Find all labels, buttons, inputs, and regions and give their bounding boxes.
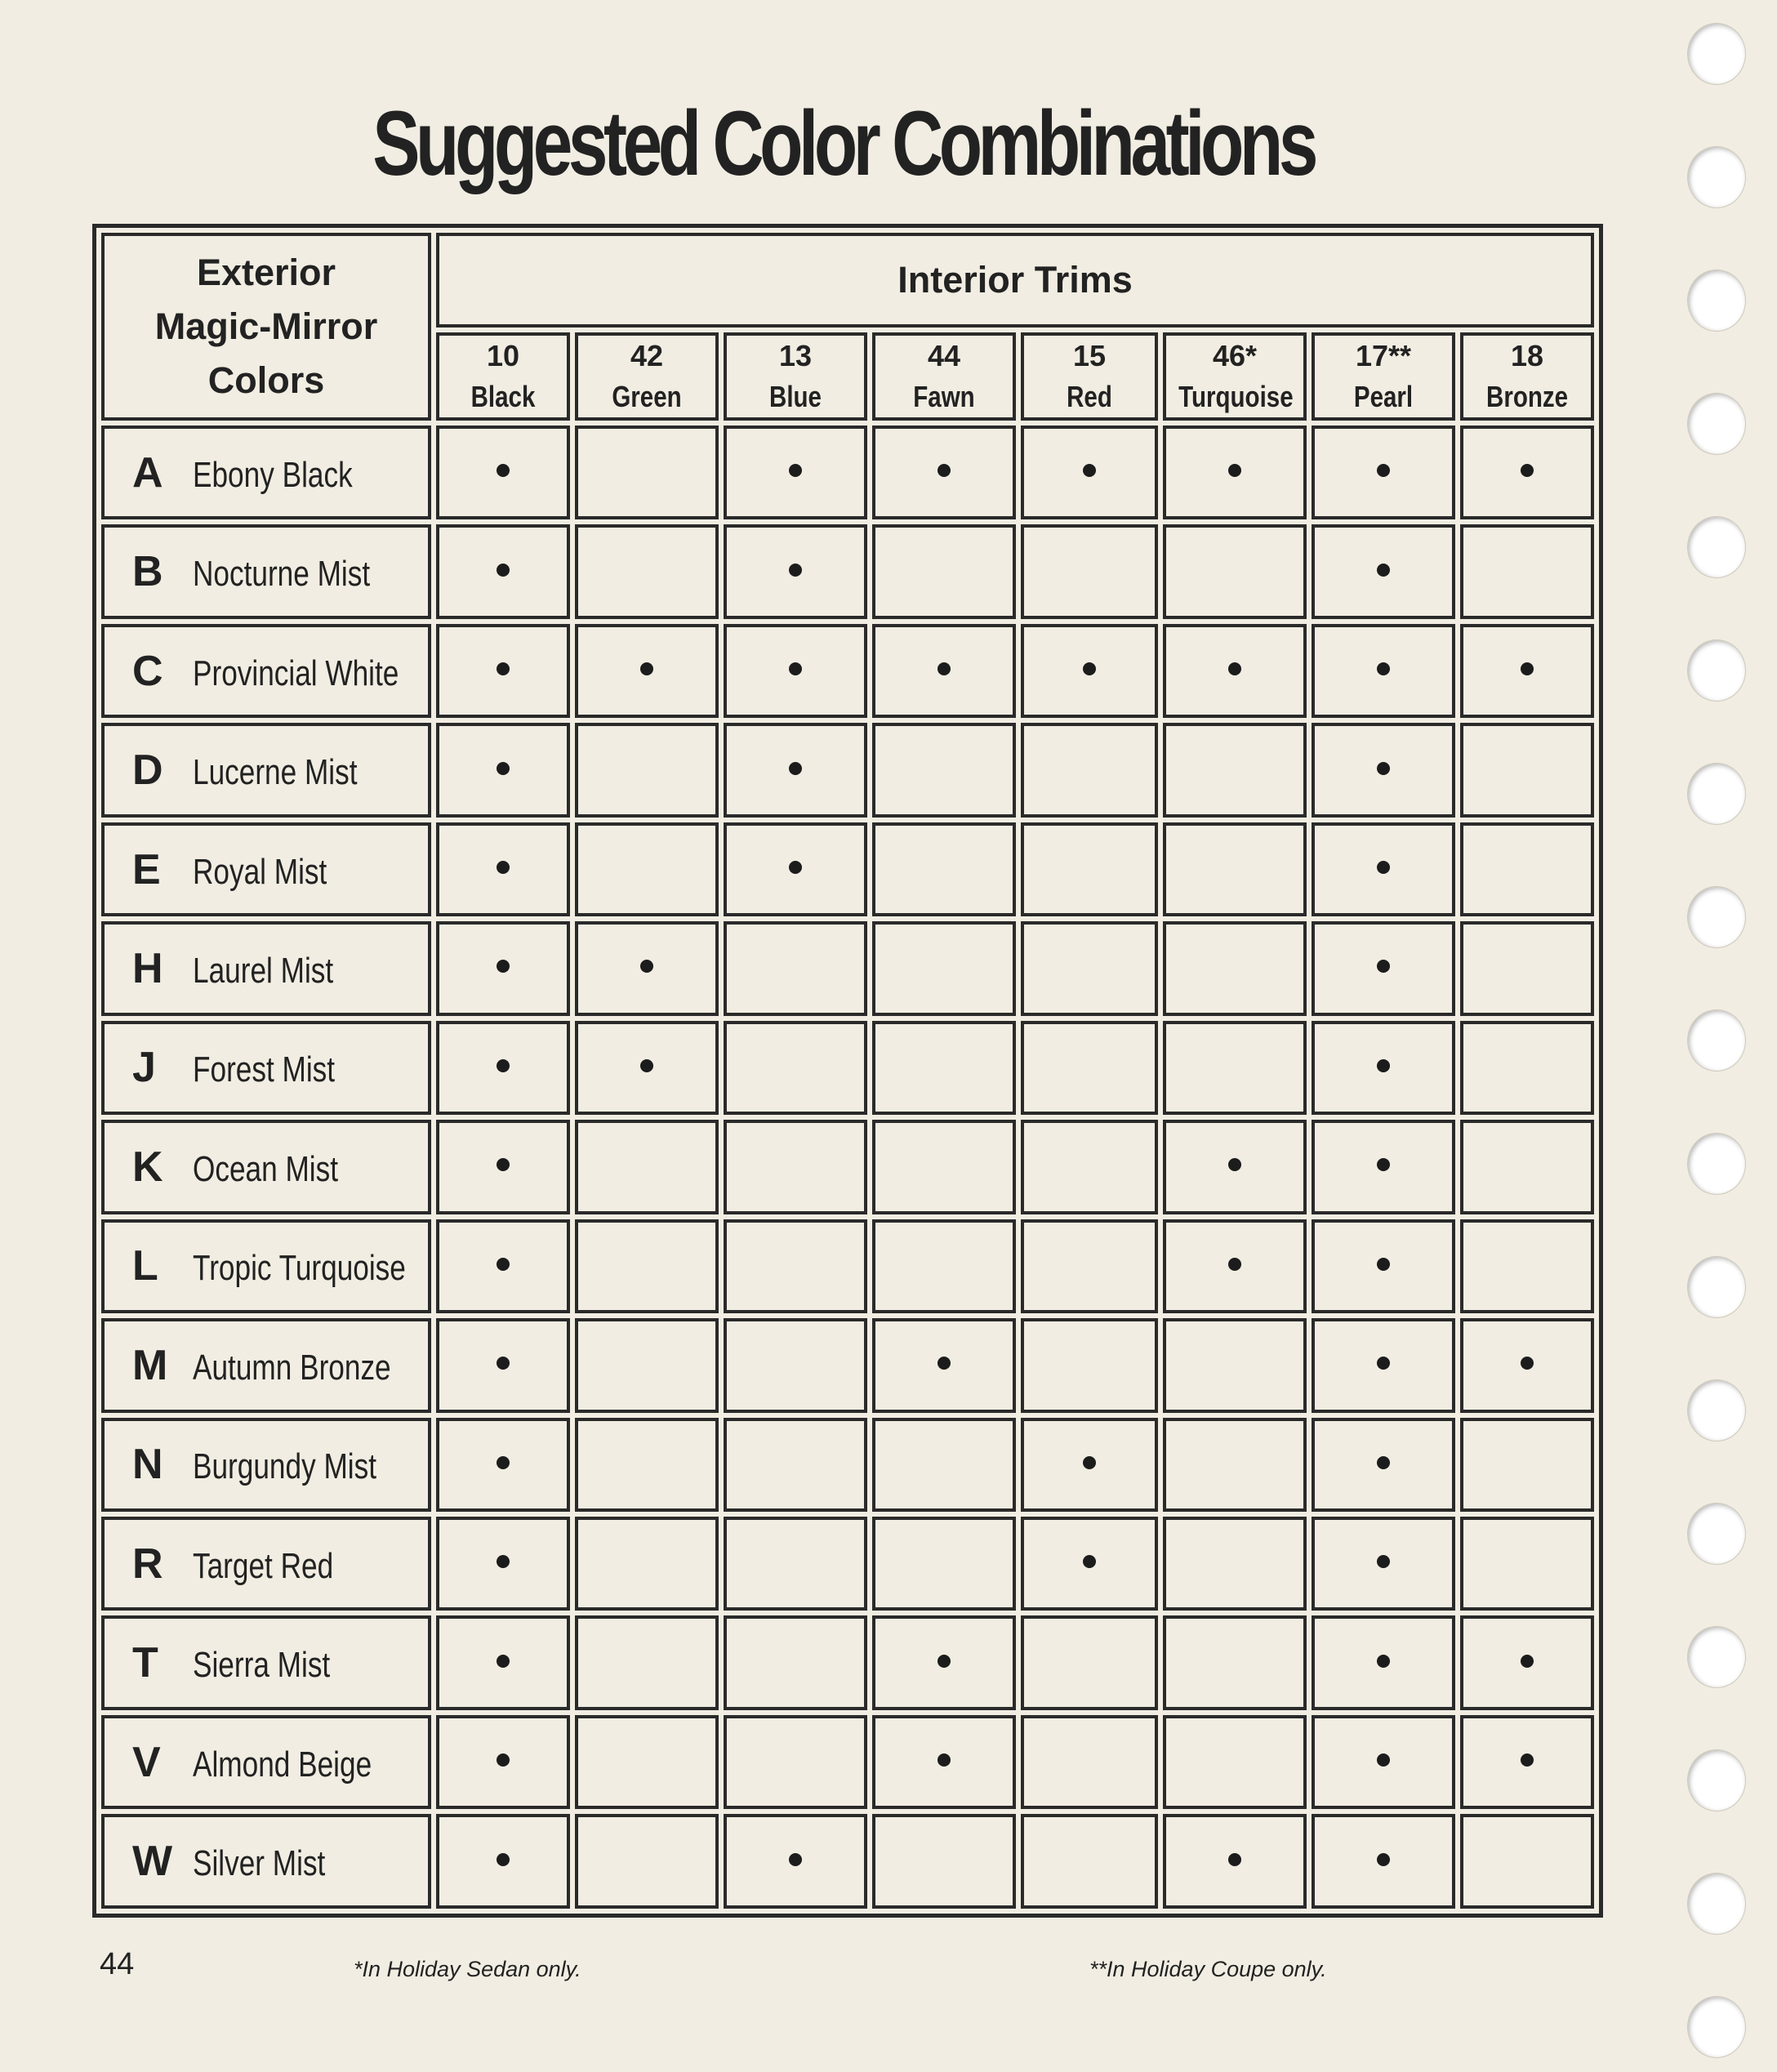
combination-cell [1163,1715,1307,1809]
combination-cell [872,1418,1016,1512]
binder-hole [1687,516,1746,578]
combination-cell [1460,723,1594,817]
combination-dot [497,464,510,477]
combination-cell [1460,624,1594,718]
footnote-coupe: **In Holiday Coupe only. [1089,1957,1327,1981]
combination-cell [1460,1517,1594,1611]
combination-dot [497,1357,510,1370]
combination-cell [1460,1615,1594,1709]
combination-cell [436,921,570,1015]
combination-cell [724,1814,867,1909]
exterior-color-name: Laurel Mist [193,950,334,991]
table-row [101,624,1594,718]
combination-cell [724,426,867,519]
combination-cell [724,723,867,817]
binder-hole [1687,1379,1746,1441]
combination-dot [1228,662,1241,675]
exterior-color-label [101,426,431,519]
binder-hole [1687,393,1746,455]
trim-header [1460,332,1594,421]
combination-dot [1083,662,1096,675]
combination-dot [1377,1456,1390,1469]
combination-cell [436,1715,570,1809]
table-row [101,1517,1594,1611]
combination-cell [724,1318,867,1412]
combination-dot [1083,1456,1096,1469]
exterior-color-name: Burgundy Mist [193,1446,376,1487]
combination-dot [497,861,510,874]
exterior-header-line: Exterior [196,252,336,293]
combination-cell [1163,426,1307,519]
table-row [101,1120,1594,1214]
exterior-color-code: J [132,1044,156,1092]
table-row [101,1021,1594,1115]
combination-dot [497,1456,510,1469]
exterior-color-name: Lucerne Mist [193,752,358,793]
binder-hole [1687,763,1746,825]
combination-cell [724,1615,867,1709]
combination-cell [1460,1814,1594,1909]
exterior-color-label [101,524,431,618]
exterior-color-name: Forest Mist [193,1049,336,1090]
binder-hole [1687,1503,1746,1565]
combination-cell [1163,1517,1307,1611]
exterior-color-code: D [132,746,163,795]
trim-code: 44 [927,339,961,372]
binder-hole [1687,1996,1746,2058]
combination-cell [575,426,719,519]
combination-dot [937,1655,951,1668]
table-row [101,1615,1594,1709]
combination-dot [1377,1357,1390,1370]
exterior-color-name: Tropic Turquoise [193,1248,406,1289]
exterior-color-name: Autumn Bronze [193,1347,391,1388]
combination-cell [1021,1120,1158,1214]
combination-dot [937,662,951,675]
trim-code: 46* [1212,339,1258,372]
combination-cell [1021,822,1158,916]
combination-dot [1377,1853,1390,1866]
trim-code: 17** [1355,339,1412,372]
combination-cell [724,1715,867,1809]
combination-cell [1312,1120,1455,1214]
combination-cell [1312,1318,1455,1412]
combination-dot [789,564,802,577]
combination-dot [937,1357,951,1370]
combination-dot [1228,1853,1241,1866]
combination-dot [1377,564,1390,577]
exterior-color-label [101,1318,431,1412]
combination-cell [436,1615,570,1709]
combination-dot [640,1059,653,1072]
binder-hole [1687,1009,1746,1072]
exterior-color-code: R [132,1540,163,1588]
exterior-color-name: Nocturne Mist [193,554,371,595]
combination-cell [575,1120,719,1214]
trim-header [1021,332,1158,421]
combination-cell [1163,1120,1307,1214]
exterior-color-name: Silver Mist [193,1843,326,1884]
combination-cell [1021,1615,1158,1709]
combination-cell [1312,723,1455,817]
binder-hole [1687,886,1746,948]
trim-name: Black [470,380,536,413]
combination-cell [575,1517,719,1611]
trim-header [872,332,1016,421]
combination-cell [872,921,1016,1015]
combination-cell [1312,1715,1455,1809]
combination-cell [1460,1418,1594,1512]
combination-cell [1163,1318,1307,1412]
exterior-color-label [101,1517,431,1611]
color-combinations-table [92,224,1603,1918]
combination-cell [1312,426,1455,519]
binder-hole [1687,1256,1746,1318]
exterior-color-code: A [132,448,163,497]
combination-dot [497,662,510,675]
table-row [101,921,1594,1015]
exterior-color-code: H [132,944,163,992]
combination-cell [436,723,570,817]
page-number: 44 [100,1947,135,1981]
combination-cell [872,1219,1016,1313]
combination-dot [1377,1258,1390,1271]
combination-cell [1021,723,1158,817]
exterior-color-code: K [132,1143,163,1191]
combination-cell [1021,921,1158,1015]
combination-cell [724,1120,867,1214]
combination-dot [497,1059,510,1072]
binder-hole [1687,1626,1746,1688]
table-row [101,1418,1594,1512]
combination-cell [872,1715,1016,1809]
combination-cell [724,921,867,1015]
binder-hole [1687,23,1746,85]
interior-trims-header: Interior Trims [436,233,1594,328]
combination-cell [1021,1814,1158,1909]
combination-cell [436,822,570,916]
combination-cell [872,624,1016,718]
combination-dot [497,1655,510,1668]
exterior-color-label [101,921,431,1015]
combination-cell [724,1517,867,1611]
combination-dot [497,564,510,577]
combination-cell [1021,1318,1158,1412]
combination-dot [497,1853,510,1866]
combination-cell [1163,1418,1307,1512]
exterior-color-code: E [132,845,161,893]
combination-cell [872,1615,1016,1709]
combination-dot [1228,1158,1241,1171]
exterior-color-name: Sierra Mist [193,1645,331,1686]
trim-name: Bronze [1486,380,1569,413]
combination-cell [575,723,719,817]
combination-dot [1377,1158,1390,1171]
combination-dot [497,1753,510,1767]
combination-cell [436,624,570,718]
combination-cell [1460,1318,1594,1412]
combination-dot [789,662,802,675]
combination-cell [1312,524,1455,618]
combination-cell [1460,426,1594,519]
exterior-color-code: W [132,1838,173,1886]
combination-cell [436,524,570,618]
combination-cell [575,1318,719,1412]
trim-code: 15 [1072,339,1107,372]
combination-cell [872,1814,1016,1909]
combination-dot [937,1753,951,1767]
exterior-color-code: L [132,1242,158,1290]
exterior-color-name: Target Red [193,1545,334,1586]
combination-cell [1163,1021,1307,1115]
combination-cell [575,822,719,916]
combination-dot [937,464,951,477]
combination-cell [436,426,570,519]
trim-code: 13 [778,339,813,372]
exterior-color-code: M [132,1341,168,1389]
binder-hole [1687,146,1746,208]
trim-header [1163,332,1307,421]
table-row [101,1715,1594,1809]
trim-header [436,332,570,421]
combination-cell [1021,426,1158,519]
combination-dot [789,464,802,477]
combination-cell [575,524,719,618]
trim-header [724,332,867,421]
combination-cell [1460,822,1594,916]
combination-cell [1312,624,1455,718]
trim-header [1312,332,1455,421]
combination-cell [872,723,1016,817]
combination-cell [1460,1219,1594,1313]
combination-cell [575,921,719,1015]
combination-dot [1083,1555,1096,1568]
combination-cell [1163,822,1307,916]
combination-dot [497,1258,510,1271]
exterior-color-label [101,1715,431,1809]
binder-hole [1687,1873,1746,1935]
combination-cell [1460,921,1594,1015]
exterior-header-line: Colors [207,359,325,401]
combination-dot [1521,464,1534,477]
combination-cell [1312,1814,1455,1909]
combination-cell [1460,1120,1594,1214]
exterior-color-label [101,1615,431,1709]
combination-cell [1163,1615,1307,1709]
combination-cell [1312,1418,1455,1512]
exterior-header [101,233,431,421]
combination-cell [1021,524,1158,618]
combination-cell [1021,1418,1158,1512]
combination-cell [436,1318,570,1412]
combination-cell [575,1219,719,1313]
combination-cell [724,1418,867,1512]
combination-cell [1312,822,1455,916]
combination-dot [497,762,510,775]
combination-dot [1228,1258,1241,1271]
combination-cell [1163,524,1307,618]
exterior-color-label [101,1814,431,1909]
trim-name: Turquoise [1178,380,1294,413]
combination-dot [789,861,802,874]
exterior-color-name: Ebony Black [193,454,353,495]
binder-hole [1687,270,1746,332]
combination-dot [497,1158,510,1171]
exterior-color-code: N [132,1441,163,1489]
combination-cell [724,524,867,618]
table-row [101,524,1594,618]
table-row [101,723,1594,817]
exterior-color-name: Almond Beige [193,1744,372,1785]
combination-cell [1312,1021,1455,1115]
combination-cell [1312,1517,1455,1611]
combination-cell [1460,524,1594,618]
trim-code: 42 [630,339,664,372]
combination-dot [640,960,653,973]
combination-dot [640,662,653,675]
trim-name: Green [612,380,682,413]
exterior-color-code: C [132,647,163,695]
combination-cell [724,822,867,916]
combination-cell [724,624,867,718]
combination-cell [575,1814,719,1909]
combination-cell [872,524,1016,618]
trim-name: Pearl [1353,380,1414,413]
exterior-color-label [101,1418,431,1512]
combination-dot [497,1555,510,1568]
combination-dot [789,1853,802,1866]
binder-hole [1687,1749,1746,1811]
combination-cell [1312,1219,1455,1313]
combination-dot [1521,1357,1534,1370]
exterior-color-code: T [132,1639,158,1687]
combination-dot [497,960,510,973]
exterior-color-label [101,822,431,916]
trim-code: 18 [1511,339,1544,372]
combination-cell [872,426,1016,519]
exterior-color-label [101,1219,431,1313]
combination-cell [872,1318,1016,1412]
combination-dot [1521,1753,1534,1767]
combination-cell [1312,921,1455,1015]
combination-cell [1460,1021,1594,1115]
combination-cell [1163,1219,1307,1313]
trim-header [575,332,719,421]
trim-name: Red [1067,380,1112,413]
combination-cell [436,1418,570,1512]
exterior-color-code: V [132,1738,161,1786]
trim-name: Fawn [913,380,975,413]
combination-cell [1021,1517,1158,1611]
trim-code: 10 [486,339,520,372]
combination-dot [1377,960,1390,973]
combination-dot [1377,1059,1390,1072]
combination-cell [724,1219,867,1313]
combination-cell [436,1814,570,1909]
combination-cell [1021,1219,1158,1313]
combination-cell [1163,624,1307,718]
combination-cell [1312,1615,1455,1709]
combination-dot [1377,1655,1390,1668]
exterior-color-label [101,723,431,817]
combination-dot [1083,464,1096,477]
combination-cell [436,1219,570,1313]
footnote-sedan: *In Holiday Sedan only. [354,1957,581,1981]
combination-cell [1163,723,1307,817]
page-title: Suggested Color Combinations [372,92,1314,194]
exterior-color-label [101,1120,431,1214]
combination-cell [872,1120,1016,1214]
binder-hole [1687,1133,1746,1195]
combination-cell [575,1715,719,1809]
combination-cell [1460,1715,1594,1809]
table-row [101,1814,1594,1909]
table-row [101,1219,1594,1313]
exterior-header-line: Magic-Mirror [154,305,378,347]
table-row [101,1318,1594,1412]
combination-cell [436,1517,570,1611]
combination-cell [1163,921,1307,1015]
combination-cell [436,1021,570,1115]
combination-cell [575,1615,719,1709]
combination-cell [436,1120,570,1214]
exterior-color-name: Provincial White [193,653,399,693]
combination-cell [872,1021,1016,1115]
combination-cell [872,1517,1016,1611]
combination-dot [1377,662,1390,675]
combination-dot [1377,762,1390,775]
combination-dot [1228,464,1241,477]
combination-dot [1521,662,1534,675]
combination-dot [1521,1655,1534,1668]
combination-cell [575,624,719,718]
exterior-color-name: Royal Mist [193,851,327,892]
combination-dot [789,762,802,775]
combination-dot [1377,464,1390,477]
exterior-color-label [101,624,431,718]
exterior-color-code: B [132,548,163,596]
combination-cell [1021,1021,1158,1115]
combination-dot [1377,1555,1390,1568]
combination-cell [1021,624,1158,718]
combination-cell [872,822,1016,916]
combination-cell [1163,1814,1307,1909]
combination-cell [575,1021,719,1115]
exterior-color-name: Ocean Mist [193,1148,339,1189]
combination-cell [1021,1715,1158,1809]
binder-hole [1687,639,1746,702]
combination-dot [1377,1753,1390,1767]
combination-cell [724,1021,867,1115]
exterior-color-label [101,1021,431,1115]
combination-dot [1377,861,1390,874]
table-row [101,822,1594,916]
trim-name: Blue [769,380,822,413]
table-row [101,426,1594,519]
combination-cell [575,1418,719,1512]
